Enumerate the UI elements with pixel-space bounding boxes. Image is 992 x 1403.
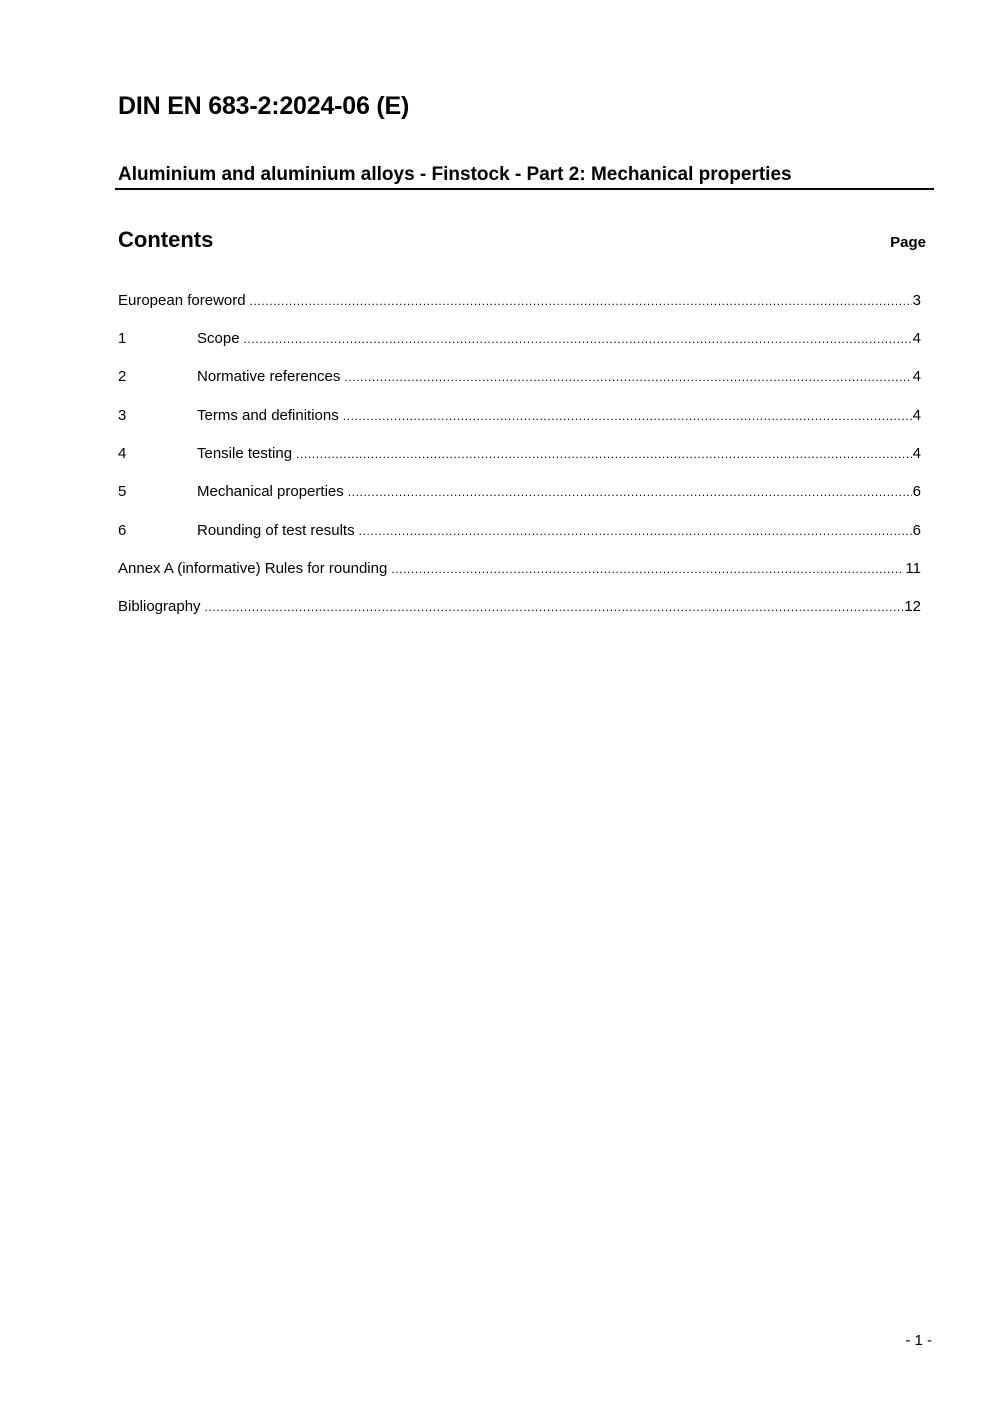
toc-leader-dots <box>359 524 912 538</box>
toc-entry-text: Bibliography <box>118 598 201 615</box>
toc-entry-number: 5 <box>118 483 127 500</box>
toc-entry-text: European foreword <box>118 292 246 309</box>
toc-leader-dots <box>348 485 912 499</box>
toc-entry-number: 1 <box>118 330 127 347</box>
toc-entry-bibliography[interactable] <box>118 598 921 618</box>
toc-entry-text: Annex A (informative) Rules for rounding <box>118 560 388 577</box>
toc-entry-text: Scope <box>197 330 240 347</box>
page-column-label: Page <box>890 234 926 251</box>
toc-leader-dots <box>344 370 911 384</box>
toc-entry-tensile-testing[interactable] <box>118 445 921 465</box>
toc-entry-text: Tensile testing <box>197 445 293 462</box>
toc-entry-terms-and-definitions[interactable] <box>118 407 921 427</box>
toc-entry-text: Normative references <box>197 368 341 385</box>
toc-entry-european-foreword[interactable] <box>118 292 921 312</box>
document-title: Aluminium and aluminium alloys - Finstock - Part 2: Mechanical properties <box>118 164 792 185</box>
toc-entry-number: 4 <box>118 445 127 462</box>
toc-entry-page: 11 <box>905 560 921 577</box>
toc-leader-dots <box>250 294 912 308</box>
toc-entry-page: 12 <box>904 598 921 615</box>
toc-entry-annex-a[interactable] <box>118 560 921 580</box>
toc-entry-page: 4 <box>912 407 921 424</box>
document-id: DIN EN 683-2:2024-06 (E) <box>118 92 410 120</box>
toc-entry-text: Terms and definitions <box>197 407 339 424</box>
toc-entry-page: 6 <box>912 522 921 539</box>
toc-entry-number: 2 <box>118 368 127 385</box>
toc-entry-text: Rounding of test results <box>197 522 355 539</box>
toc-entry-number: 6 <box>118 522 127 539</box>
toc-entry-normative-references[interactable] <box>118 368 921 388</box>
toc-entry-rounding-of-test-results[interactable] <box>118 522 921 542</box>
toc-entry-page: 4 <box>912 445 921 462</box>
toc-entry-number: 3 <box>118 407 127 424</box>
footer-page-number: - 1 - <box>905 1332 932 1349</box>
toc-leader-dots <box>205 600 904 614</box>
toc-entry-mechanical-properties[interactable] <box>118 483 921 503</box>
toc-leader-dots <box>244 332 912 346</box>
toc-leader-dots <box>296 447 912 461</box>
toc-entry-page: 3 <box>912 292 921 309</box>
toc-entry-scope[interactable] <box>118 330 921 350</box>
toc-entry-text: Mechanical properties <box>197 483 344 500</box>
toc-leader-dots <box>391 562 904 576</box>
toc-entry-page: 4 <box>912 330 921 347</box>
toc-entry-page: 4 <box>912 368 921 385</box>
toc-entry-page: 6 <box>912 483 921 500</box>
contents-heading: Contents <box>118 227 214 252</box>
toc-leader-dots <box>343 409 912 423</box>
document-title-block <box>115 162 934 190</box>
